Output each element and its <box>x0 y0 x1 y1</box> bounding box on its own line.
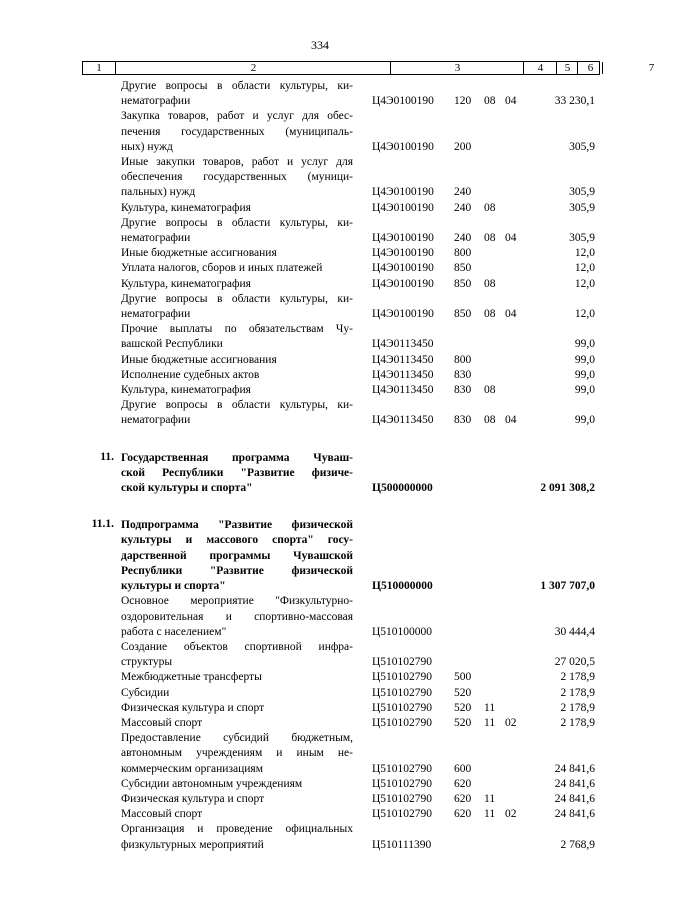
row-amount: 305,9 <box>569 201 595 214</box>
row-section: 11 <box>484 792 496 805</box>
row-description <box>121 277 353 292</box>
row-expense-type: 800 <box>454 353 472 366</box>
description-line: Другие вопросы в области культуры, ки- <box>121 80 353 92</box>
description-line: Исполнение судебных актов <box>121 368 260 381</box>
description-line: Физическая культура и спорт <box>121 792 265 805</box>
table-row <box>0 79 640 109</box>
description-line: физкультурных мероприятий <box>121 838 264 851</box>
row-amount: 12,0 <box>574 262 595 275</box>
row-expense-type: 830 <box>454 414 472 427</box>
row-section: 11 <box>484 716 496 729</box>
table-row <box>0 451 640 497</box>
row-expense-type: 520 <box>454 716 472 729</box>
description-line: Подпрограмма "Развитие физической <box>121 519 353 532</box>
header-col-6: 6 <box>577 62 603 74</box>
table-row <box>0 640 640 670</box>
header-col-2: 2 <box>115 62 391 74</box>
row-description <box>121 716 353 731</box>
row-section: 11 <box>484 808 496 821</box>
header-col-5: 5 <box>556 62 578 74</box>
table-row <box>0 701 640 716</box>
row-description <box>121 822 353 852</box>
row-description <box>121 451 353 497</box>
description-line: Массовый спорт <box>121 808 203 821</box>
description-line: Другие вопросы в области культуры, ки- <box>121 399 353 412</box>
table-row <box>0 807 640 822</box>
row-description <box>121 777 353 792</box>
row-expense-type: 200 <box>454 140 472 153</box>
row-expense-type: 850 <box>454 262 472 275</box>
description-line: нематографии <box>121 232 191 245</box>
table-row <box>0 731 640 777</box>
description-line: обеспечения государственных (муници- <box>121 171 353 184</box>
description-line: дарственной программы Чувашской <box>121 549 353 562</box>
description-line: Другие вопросы в области культуры, ки- <box>121 292 353 305</box>
row-code: Ц4Э0100190 <box>372 308 434 321</box>
description-line: культуры и спорта" <box>121 580 226 593</box>
row-expense-type: 240 <box>454 232 472 245</box>
row-amount: 24 841,6 <box>554 808 595 821</box>
row-amount: 99,0 <box>574 384 595 397</box>
row-section: 08 <box>484 308 496 321</box>
row-code: Ц510102790 <box>372 808 433 821</box>
row-subsection: 04 <box>505 95 517 108</box>
header-col-4: 4 <box>523 62 557 74</box>
table-row <box>0 261 640 276</box>
table-body <box>0 79 640 853</box>
description-line: печения государственных (муниципаль- <box>121 125 353 138</box>
row-code: Ц4Э0100190 <box>372 232 434 245</box>
row-description <box>121 261 353 276</box>
table-row <box>0 216 640 246</box>
row-code: Ц4Э0113450 <box>372 368 434 381</box>
row-expense-type: 830 <box>454 384 472 397</box>
description-line: нематографии <box>121 95 191 108</box>
row-section: 08 <box>484 232 496 245</box>
table-row <box>0 201 640 216</box>
row-expense-type: 120 <box>454 95 472 108</box>
row-amount: 1 307 707,0 <box>540 580 595 593</box>
table-row <box>0 822 640 852</box>
row-section: 08 <box>484 201 496 214</box>
row-description <box>121 807 353 822</box>
row-amount: 99,0 <box>574 368 595 381</box>
description-line: Закупка товаров, работ и услуг для обес- <box>121 110 353 123</box>
row-amount: 12,0 <box>574 247 595 260</box>
description-line: Прочие выплаты по обязательствам Чу- <box>121 323 353 336</box>
table-row <box>0 518 640 594</box>
row-code: Ц4Э0100190 <box>372 201 434 214</box>
table-row <box>0 792 640 807</box>
row-expense-type: 240 <box>454 201 472 214</box>
row-subsection: 04 <box>505 232 517 245</box>
table-header <box>82 61 655 75</box>
row-description <box>121 594 353 640</box>
description-line: ных) нужд <box>121 140 173 153</box>
section-gap <box>0 496 640 518</box>
row-expense-type: 520 <box>454 686 472 699</box>
row-code: Ц4Э0100190 <box>372 277 434 290</box>
row-expense-type: 240 <box>454 186 472 199</box>
row-expense-type: 500 <box>454 671 472 684</box>
row-code: Ц510111390 <box>372 838 432 851</box>
row-amount: 305,9 <box>569 186 595 199</box>
description-line: нематографии <box>121 414 191 427</box>
table-row <box>0 292 640 322</box>
header-col-3: 3 <box>390 62 524 74</box>
row-expense-type: 620 <box>454 808 472 821</box>
row-code: Ц510102790 <box>372 686 433 699</box>
row-code: Ц510102790 <box>372 656 433 669</box>
row-amount: 12,0 <box>574 277 595 290</box>
table-row <box>0 322 640 352</box>
description-line: Культура, кинематография <box>121 277 251 290</box>
row-amount: 305,9 <box>569 232 595 245</box>
table-row <box>0 277 640 292</box>
row-code: Ц4Э0100190 <box>372 95 434 108</box>
header-col-7: 7 <box>602 62 700 74</box>
row-code: Ц510102790 <box>372 701 433 714</box>
row-code: Ц4Э0100190 <box>372 186 434 199</box>
description-line: нематографии <box>121 308 191 321</box>
row-code: Ц4Э0100190 <box>372 247 434 260</box>
header-col-1: 1 <box>96 62 102 74</box>
row-code: Ц510102790 <box>372 792 433 805</box>
row-amount: 24 841,6 <box>554 777 595 790</box>
table-row <box>0 368 640 383</box>
row-description <box>121 79 353 109</box>
row-code: Ц500000000 <box>372 482 433 495</box>
table-row <box>0 716 640 731</box>
table-row <box>0 686 640 701</box>
table-row <box>0 594 640 640</box>
table-row <box>0 353 640 368</box>
description-line: Предоставление субсидий бюджетным, <box>121 732 353 745</box>
row-section: 08 <box>484 414 496 427</box>
row-section: 08 <box>484 95 496 108</box>
row-code: Ц4Э0113450 <box>372 414 434 427</box>
row-description <box>121 640 353 670</box>
row-code: Ц510100000 <box>372 625 433 638</box>
row-amount: 2 178,9 <box>560 701 595 714</box>
description-line: пальных) нужд <box>121 186 196 199</box>
row-expense-type: 850 <box>454 308 472 321</box>
description-line: работа с населением" <box>121 625 227 638</box>
row-code: Ц510102790 <box>372 671 433 684</box>
row-amount: 2 178,9 <box>560 716 595 729</box>
row-section: 11 <box>484 701 496 714</box>
row-description <box>121 686 353 701</box>
description-line: культуры и массового спорта" госу- <box>121 534 353 547</box>
row-description <box>121 368 353 383</box>
row-amount: 305,9 <box>569 140 595 153</box>
row-amount: 27 020,5 <box>554 656 595 669</box>
row-description <box>121 518 353 594</box>
table-row <box>0 155 640 201</box>
description-line: Создание объектов спортивной инфра- <box>121 640 353 653</box>
row-code: Ц4Э0100190 <box>372 140 434 153</box>
description-line: Субсидии автономным учреждениям <box>121 777 303 790</box>
row-subsection: 04 <box>505 308 517 321</box>
description-line: Основное мероприятие "Физкультурно- <box>121 595 353 608</box>
row-section: 08 <box>484 384 496 397</box>
row-amount: 24 841,6 <box>554 762 595 775</box>
row-number: 11.1. <box>91 518 114 531</box>
row-expense-type: 800 <box>454 247 472 260</box>
row-amount: 12,0 <box>574 308 595 321</box>
section-gap <box>0 429 640 451</box>
row-expense-type: 620 <box>454 777 472 790</box>
table-row <box>0 398 640 428</box>
description-line: Другие вопросы в области культуры, ки- <box>121 216 353 229</box>
row-amount: 2 178,9 <box>560 671 595 684</box>
description-line: Организация и проведение официальных <box>121 823 353 836</box>
row-amount: 99,0 <box>574 414 595 427</box>
description-line: Физическая культура и спорт <box>121 701 265 714</box>
description-line: ской Республики "Развитие физиче- <box>121 466 353 479</box>
row-amount: 33 230,1 <box>554 95 595 108</box>
row-description <box>121 398 353 428</box>
description-line: Массовый спорт <box>121 716 203 729</box>
row-description <box>121 155 353 201</box>
description-line: коммерческим организациям <box>121 762 263 775</box>
description-line: Культура, кинематография <box>121 384 251 397</box>
description-line: Иные закупки товаров, работ и услуг для <box>121 156 353 169</box>
description-line: Иные бюджетные ассигнования <box>121 353 277 366</box>
row-code: Ц510102790 <box>372 777 433 790</box>
row-expense-type: 620 <box>454 792 472 805</box>
row-description <box>121 353 353 368</box>
description-line: оздоровительная и спортивно-массовая <box>121 610 353 623</box>
row-description <box>121 383 353 398</box>
row-expense-type: 600 <box>454 762 472 775</box>
row-amount: 2 178,9 <box>560 686 595 699</box>
description-line: Уплата налогов, сборов и иных платежей <box>121 262 323 275</box>
row-code: Ц510102790 <box>372 716 433 729</box>
description-line: структуры <box>121 656 173 669</box>
row-expense-type: 520 <box>454 701 472 714</box>
row-amount: 99,0 <box>574 338 595 351</box>
row-code: Ц4Э0100190 <box>372 262 434 275</box>
table-row <box>0 383 640 398</box>
row-description <box>121 216 353 246</box>
row-expense-type: 830 <box>454 368 472 381</box>
row-subsection: 02 <box>505 808 517 821</box>
row-description <box>121 109 353 155</box>
row-code: Ц4Э0113450 <box>372 353 434 366</box>
row-amount: 99,0 <box>574 353 595 366</box>
table-row <box>0 670 640 685</box>
row-description <box>121 246 353 261</box>
row-description <box>121 292 353 322</box>
row-amount: 30 444,4 <box>554 625 595 638</box>
row-amount: 2 091 308,2 <box>540 482 595 495</box>
row-amount: 2 768,9 <box>560 838 595 851</box>
row-amount: 24 841,6 <box>554 792 595 805</box>
description-line: Межбюджетные трансферты <box>121 671 262 684</box>
row-code: Ц4Э0113450 <box>372 384 434 397</box>
row-description <box>121 201 353 216</box>
table-row <box>0 777 640 792</box>
page-number: 334 <box>311 38 329 52</box>
row-code: Ц4Э0113450 <box>372 338 434 351</box>
row-section: 08 <box>484 277 496 290</box>
row-description <box>121 701 353 716</box>
row-description <box>121 731 353 777</box>
table-row <box>0 246 640 261</box>
table-row <box>0 109 640 155</box>
row-subsection: 02 <box>505 716 517 729</box>
description-line: автономным учреждениям и иным не- <box>121 747 353 760</box>
description-line: Республики "Развитие физической <box>121 564 353 577</box>
description-line: Иные бюджетные ассигнования <box>121 247 277 260</box>
row-code: Ц510102790 <box>372 762 433 775</box>
row-number: 11. <box>100 450 114 463</box>
row-expense-type: 850 <box>454 277 472 290</box>
description-line: вашской Республики <box>121 338 223 351</box>
row-description <box>121 670 353 685</box>
row-code: Ц510000000 <box>372 580 433 593</box>
description-line: Государственная программа Чуваш- <box>121 451 353 464</box>
row-description <box>121 792 353 807</box>
row-subsection: 04 <box>505 414 517 427</box>
row-description <box>121 322 353 352</box>
description-line: ской культуры и спорта" <box>121 482 253 495</box>
description-line: Культура, кинематография <box>121 201 251 214</box>
description-line: Субсидии <box>121 686 170 699</box>
